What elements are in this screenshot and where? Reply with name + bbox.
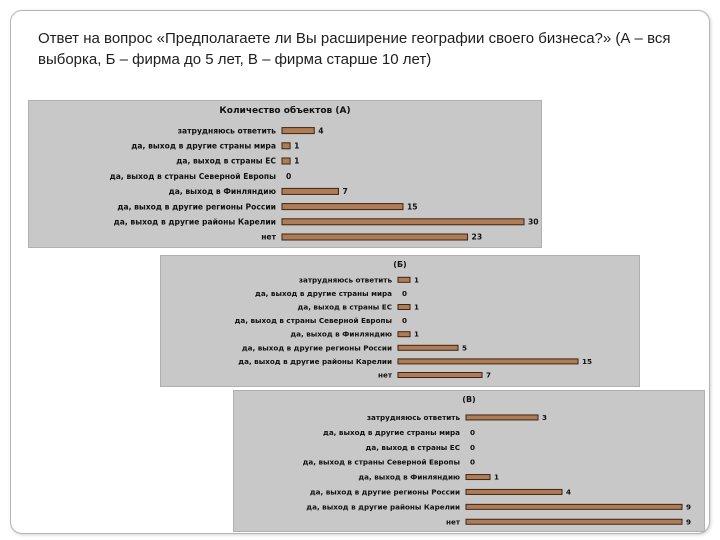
category-label-a-0: затрудняюсь ответить xyxy=(177,126,276,136)
category-label-c-3: да, выход в страны Северной Европы xyxy=(302,457,460,467)
bar-b-6 xyxy=(398,359,578,364)
value-label-a-2: 1 xyxy=(294,156,300,166)
value-label-a-5: 15 xyxy=(407,202,418,212)
value-label-a-6: 30 xyxy=(528,217,539,227)
bar-a-7 xyxy=(282,234,468,240)
bar-b-7 xyxy=(398,373,482,378)
value-label-b-7: 7 xyxy=(486,370,492,380)
category-label-c-2: да, выход в страны ЕС xyxy=(365,442,460,452)
value-label-c-4: 1 xyxy=(494,472,500,482)
slide-title: Ответ на вопрос «Предполагаете ли Вы расширение географии своего бизнеса?» (А – вся выборка, Б – фирма до 5 лет, В – фирма старше 10 лет) xyxy=(38,30,671,68)
category-label-b-1: да, выход в другие страны мира xyxy=(255,288,392,298)
chart-panel-a xyxy=(28,100,542,248)
value-label-b-4: 1 xyxy=(414,329,420,339)
value-label-c-2: 0 xyxy=(470,442,476,452)
bar-chart-a xyxy=(29,101,541,247)
bar-b-4 xyxy=(398,332,410,337)
bar-a-2 xyxy=(282,158,290,164)
category-label-a-1: да, выход в другие страны мира xyxy=(131,141,276,151)
bar-a-0 xyxy=(282,128,314,134)
value-label-b-5: 5 xyxy=(462,343,468,353)
bar-a-4 xyxy=(282,188,338,194)
chart-panel-b xyxy=(160,255,640,387)
bar-c-5 xyxy=(466,489,562,494)
value-label-c-6: 9 xyxy=(686,502,692,512)
category-label-b-3: да, выход в страны Северной Европы xyxy=(234,316,392,326)
bar-b-0 xyxy=(398,277,410,282)
category-label-c-7: нет xyxy=(445,517,460,527)
category-label-c-0: затрудняюсь ответить xyxy=(366,412,460,422)
category-label-a-2: да, выход в страны ЕС xyxy=(176,156,276,166)
category-label-b-2: да, выход в страны ЕС xyxy=(297,302,392,312)
bar-c-6 xyxy=(466,504,682,509)
bar-b-2 xyxy=(398,305,410,310)
bar-chart-b xyxy=(161,256,639,386)
value-label-a-3: 0 xyxy=(286,171,292,181)
bar-c-0 xyxy=(466,415,538,420)
value-label-b-0: 1 xyxy=(414,275,420,285)
category-label-a-3: да, выход в страны Северной Европы xyxy=(109,171,276,181)
value-label-a-0: 4 xyxy=(318,126,324,136)
chart-title-b: (Б) xyxy=(393,260,407,269)
category-label-b-7: нет xyxy=(377,370,392,380)
category-label-c-1: да, выход в другие страны мира xyxy=(323,427,460,437)
value-label-a-1: 1 xyxy=(294,141,300,151)
category-label-b-5: да, выход в другие регионы России xyxy=(241,343,392,353)
value-label-c-5: 4 xyxy=(566,487,572,497)
value-label-b-3: 0 xyxy=(402,316,408,326)
value-label-c-7: 9 xyxy=(686,517,692,527)
value-label-b-1: 0 xyxy=(402,288,408,298)
category-label-b-4: да, выход в Финляндию xyxy=(290,329,392,339)
value-label-b-6: 15 xyxy=(582,356,593,366)
bar-c-7 xyxy=(466,519,682,524)
category-label-c-6: да, выход в другие районы Карелии xyxy=(306,502,460,512)
value-label-a-4: 7 xyxy=(342,187,348,197)
bar-c-4 xyxy=(466,475,490,480)
category-label-a-7: нет xyxy=(261,232,276,242)
value-label-a-7: 23 xyxy=(471,232,483,242)
bar-a-5 xyxy=(282,204,403,210)
category-label-b-0: затрудняюсь ответить xyxy=(298,275,392,285)
value-label-c-1: 0 xyxy=(470,427,476,437)
bar-a-6 xyxy=(282,219,524,225)
value-label-b-2: 1 xyxy=(414,302,420,312)
category-label-a-5: да, выход в другие регионы России xyxy=(117,202,276,212)
bar-a-1 xyxy=(282,143,290,149)
value-label-c-3: 0 xyxy=(470,457,476,467)
category-label-c-4: да, выход в Финляндию xyxy=(358,472,460,482)
category-label-b-6: да, выход в другие районы Карелии xyxy=(238,356,392,366)
category-label-a-6: да, выход в другие районы Карелии xyxy=(113,217,276,227)
bar-chart-c xyxy=(234,391,704,531)
category-label-a-4: да, выход в Финляндию xyxy=(168,187,276,197)
value-label-c-0: 3 xyxy=(542,412,548,422)
chart-title-a: Количество объектов (А) xyxy=(219,106,351,116)
category-label-c-5: да, выход в другие регионы России xyxy=(309,487,460,497)
chart-panel-c xyxy=(233,390,705,532)
bar-b-5 xyxy=(398,345,458,350)
chart-title-c: (В) xyxy=(462,395,476,404)
